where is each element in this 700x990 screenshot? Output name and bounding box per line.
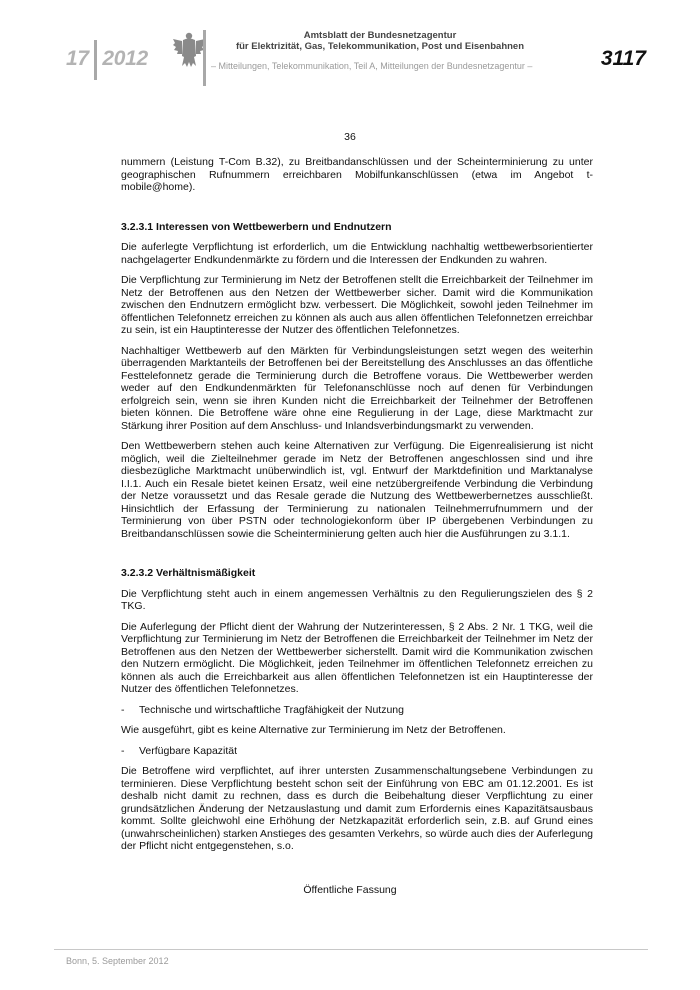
federal-eagle-icon <box>172 30 206 70</box>
paragraph-intro: nummern (Leistung T-Com B.32), zu Breitbandanschlüssen und der Scheinterminierung zu unter geographischen Rufnummern erreichbaren Mobilfunkanschlüssen (etwa im Angebot t-mobile@home). <box>121 156 593 193</box>
public-version-label: Öffentliche Fassung <box>303 884 397 896</box>
paragraph: Die Auferlegung der Pflicht dient der Wahrung der Nutzerinteressen, § 2 Abs. 2 Nr. 1 TKG, weil die Verpflichtung zur Terminierung im Netz der Betroffenen die Erreichbarkeit der Teilnehmer im Netz der Betroffenen aus den Netzen der Wettbewerber sicherstellt. Damit wird die Kommunikation zwischen den Nutzern ermöglicht. Die Möglichkeit, jeden Teilnehmer im öffentlichen Telefonnetz erreichen zu können als auch die Erreichbarkeit aus allen öffentlichen Telefonnetzen ist ein Hauptinteresse der Nutzer des öffentlichen Telefonnetzes. <box>121 620 593 695</box>
section-heading-proportionality: 3.2.3.2 Verhältnismäßigkeit <box>121 567 256 579</box>
paragraph: Die Verpflichtung zur Terminierung im Netz der Betroffenen stellt die Erreichbarkeit der Teilnehmer im Netz der Betroffenen aus den Netzen der Wettbewerber sicher. Damit wird die Kommunikation zwischen den Endnutzern ermöglicht bzw. verbessert. Die Möglichkeit, sowohl jeden Teilnehmer im öffentlichen Telefonnetz erreichen zu können als auch aus allen öffentlichen Telefonnetzen erreichbar zu sein, ist ein Hauptinteresse der Nutzer des öffentlichen Telefonnetzes. <box>121 274 593 336</box>
bullet-dash: - <box>121 744 125 757</box>
gazette-title-line2: für Elektrizität, Gas, Telekommunikation, Post und Eisenbahnen <box>235 41 525 52</box>
paragraph: Nachhaltiger Wettbewerb auf den Märkten für Verbindungsleistungen setzt wegen des weiterhin überragenden Marktanteils der Betroffenen bei der Bereitstellung des Anschlusses an das öffentliche Festtelefonnetz gerade die Terminierung durch die Betroffene voraus. Die Wettbewerber werden weder auf den Endkundenmärkten für Telefonanschlüsse noch auf denen für Verbindungen erfolgreich sein, wenn sie ihren Kunden nicht die Erreichbarkeit der Teilnehmer der Betroffenen bieten können. Die Betroffene wäre ohne eine Regulierung in der Lage, diese Marktmacht zur Stärkung ihrer Position auf dem Anschluss- und Inlandsverbindungsmarkt zu verwenden. <box>121 344 593 432</box>
header-divider <box>203 30 206 86</box>
paragraph: Die Betroffene wird verpflichtet, auf ihrer untersten Zusammenschaltungsebene Verbindungen zu terminieren. Diese Verpflichtung besteht schon seit der Einführung von EBC am 01.12.2001. Es ist deshalb nicht damit zu rechnen, dass es durch die Beibehaltung dieser Verpflichtung zu einer grundsätzlichen Änderung der Netzauslastung und damit zum Erfordernis eines Kapazitätsausbaus kommt. Sollte gleichwohl eine Erhöhung der Netzkapazität erforderlich sein, z.B. auf Grund eines (unwahrscheinlichen) starken Anstieges des gesamten Verkehrs, so würde auch dies der Auferlegung der Pflicht nicht entgegenstehen, s.o. <box>121 765 593 852</box>
document-page-marker: 36 <box>344 131 356 143</box>
page-number: 3117 <box>600 47 646 70</box>
paragraph: Den Wettbewerbern stehen auch keine Alternativen zur Verfügung. Die Eigenrealisierung ist nicht möglich, weil die Zielteilnehmer gerade im Netz der Betroffenen angeschlossen sind und ihre diesbezügliche Marktmacht unüberwindlich ist, vgl. Entwurf der Marktdefinition und Marktanalyse I.I.1. Auch ein Resale bietet keinen Ersatz, weil eine netzübergreifende Verbindung die Verbindung der Netze voraussetzt und das Resale gerade die Nutzung des Wettbewerbernetzes ausschließt. Hinsichtlich der Erfassung der Terminierung zu nationalen Teilnehmerrufnummern und der Terminierung von über PSTN oder technologiekonform über IP übergebenen Verbindungen zu Breitbandanschlüssen sowie die Scheinterminierung gelten auch hier die Ausführungen zu 3.1.1. <box>121 440 593 540</box>
bullet-text: Technische und wirtschaftliche Tragfähigkeit der Nutzung <box>139 703 404 716</box>
paragraph: Die Verpflichtung steht auch in einem angemessen Verhältnis zu den Regulierungszielen des § 2 TKG. <box>121 587 593 612</box>
issue-number: 17 <box>66 47 89 70</box>
bullet-dash: - <box>121 703 125 716</box>
issue-year: 2012 <box>102 47 148 70</box>
issue-divider <box>94 40 97 80</box>
bullet-text: Verfügbare Kapazität <box>139 744 238 757</box>
footer-date: Bonn, 5. September 2012 <box>66 956 169 966</box>
paragraph: Wie ausgeführt, gibt es keine Alternative zur Terminierung im Netz der Betroffenen. <box>121 724 506 736</box>
document-body <box>121 156 593 861</box>
gazette-title-line1: Amtsblatt der Bundesnetzagentur <box>303 30 457 41</box>
bullet-item <box>121 704 593 717</box>
gazette-subtitle: – Mitteilungen, Telekommunikation, Teil A, Mitteilungen der Bundesnetzagentur – <box>211 61 533 71</box>
bullet-item <box>121 745 593 758</box>
footer-divider <box>54 949 648 950</box>
issue-label <box>66 47 148 71</box>
section-heading-interests: 3.2.3.1 Interessen von Wettbewerbern und Endnutzern <box>121 220 392 233</box>
paragraph: Die auferlegte Verpflichtung ist erforderlich, um die Entwicklung nachhaltig wettbewerbsorientierter nachgelagerter Endkundenmärkte zu fördern und die Interessen der Endkunden zu wahren. <box>121 241 593 266</box>
